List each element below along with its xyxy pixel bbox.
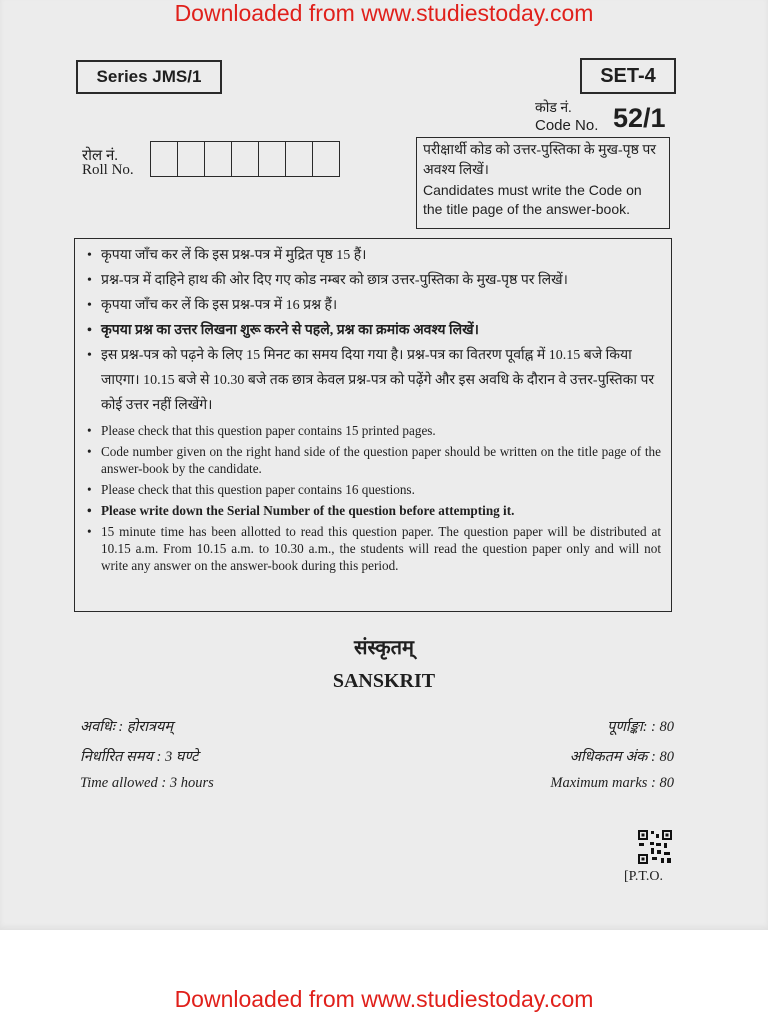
instruction-en-1: • Please check that this question paper contains 15 printed pages.	[87, 422, 661, 439]
marks-sanskrit: पूर्णाङ्का: : 80	[607, 719, 674, 735]
subject-title-english: SANSKRIT	[332, 670, 436, 692]
instruction-hi-4: • कृपया प्रश्न का उत्तर लिखना शुरू करने से पहले, प्रश्न का क्रमांक अवश्य लिखें।	[87, 318, 661, 343]
roll-digit-box[interactable]	[313, 142, 339, 176]
instruction-hi-5: • इस प्रश्न-पत्र को पढ़ने के लिए 15 मिनट का समय दिया गया है। प्रश्न-पत्र का वितरण पूर्वाह्न में 10.15 बजे किया जाएगा। 10.15 बजे से 10.30 बजे तक छात्र केवल प्रश्न-पत्र को पढ़ेंगे और इस अवधि के दौरान वे उत्तर-पुस्तिका पर कोई उत्तर नहीं लिखेंगे।	[87, 343, 661, 418]
pto-label: [P.T.O.	[624, 869, 664, 884]
roll-number-boxes[interactable]	[150, 141, 340, 177]
roll-digit-box[interactable]	[259, 142, 286, 176]
instruction-en-3: • Please check that this question paper contains 16 questions.	[87, 481, 661, 498]
candidate-note-english: Candidates must write the Code on the title page of the answer-book.	[423, 182, 642, 217]
duration-hindi: निर्धारित समय : 3 घण्टे	[80, 749, 199, 765]
watermark-top[interactable]: Downloaded from www.studiestoday.com	[174, 0, 594, 26]
roll-digit-box[interactable]	[178, 142, 205, 176]
qr-code-icon	[637, 829, 673, 865]
roll-digit-box[interactable]	[286, 142, 313, 176]
candidate-code-note	[416, 137, 670, 229]
duration-english: Time allowed : 3 hours	[80, 775, 214, 791]
subject-title-hindi: संस्कृतम्	[353, 637, 415, 659]
code-number: 52/1	[613, 103, 666, 133]
watermark-bottom[interactable]: Downloaded from www.studiestoday.com	[174, 986, 594, 1012]
roll-label-english: Roll No.	[82, 162, 134, 178]
instructions-box	[74, 238, 672, 612]
instruction-en-5: • 15 minute time has been allotted to read this question paper. The question paper will be distributed at 10.15 a.m. From 10.15 a.m. to 10.30 a.m., the students will read the question paper only and will not write any answer on the answer-book during this period.	[87, 523, 661, 574]
duration-sanskrit: अवधिः : होरात्रयम्	[80, 719, 174, 735]
roll-label-hindi: रोल नं.	[82, 148, 119, 164]
roll-digit-box[interactable]	[151, 142, 178, 176]
marks-english: Maximum marks : 80	[550, 775, 674, 791]
marks-hindi: अधिकतम अंक : 80	[569, 749, 674, 765]
code-label-english: Code No.	[535, 117, 599, 134]
roll-digit-box[interactable]	[205, 142, 232, 176]
instruction-en-2: • Code number given on the right hand side of the question paper should be written on the title page of the answer-book by the candidate.	[87, 443, 661, 477]
roll-digit-box[interactable]	[232, 142, 259, 176]
instruction-hi-3: • कृपया जाँच कर लें कि इस प्रश्न-पत्र में 16 प्रश्न हैं।	[87, 293, 661, 318]
candidate-note-hindi: परीक्षार्थी कोड को उत्तर-पुस्तिका के मुख-पृष्ठ पर अवश्य लिखें।	[423, 143, 657, 178]
instruction-hi-1: • कृपया जाँच कर लें कि इस प्रश्न-पत्र में मुद्रित पृष्ठ 15 हैं।	[87, 243, 661, 268]
instruction-hi-2: • प्रश्न-पत्र में दाहिने हाथ की ओर दिए गए कोड नम्बर को छात्र उत्तर-पुस्तिका के मुख-पृष्ठ पर लिखें।	[87, 268, 661, 293]
series-label: Series JMS/1	[76, 60, 222, 94]
set-label: SET-4	[580, 58, 676, 94]
code-label-hindi: कोड नं.	[535, 101, 572, 116]
instruction-en-4: • Please write down the Serial Number of the question before attempting it.	[87, 502, 661, 519]
